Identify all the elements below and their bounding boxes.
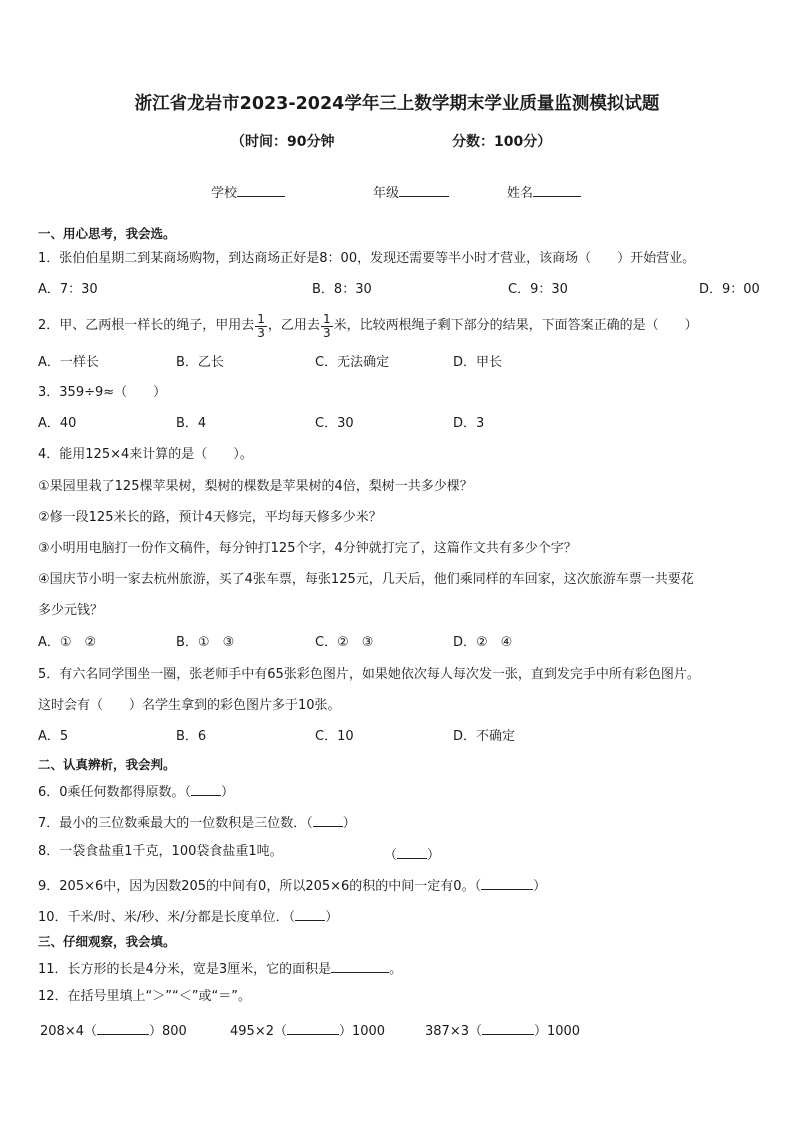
q4-option-c[interactable]: C．② ③ <box>315 635 374 650</box>
q4-statement-2: ②修一段125米长的路，预计4天修完，平均每天修多少米？ <box>38 510 382 525</box>
q10-text: 10．千米/时、米/秒、米/分都是长度单位．（ <box>38 910 296 925</box>
fraction-denominator: 3 <box>257 325 265 340</box>
q3-option-d[interactable]: D．3 <box>453 416 485 431</box>
q4-statement-4: ④国庆节小明一家去杭州旅游，买了4张车票，每张125元，几天后，他们乘同样的车回家，这次旅游车票一共要花 <box>38 572 694 587</box>
q12-item-1-blank[interactable] <box>97 1020 149 1035</box>
q12-item-3 <box>425 1020 580 1040</box>
q2-option-b[interactable]: B．乙长 <box>176 355 224 370</box>
q12-item-1 <box>40 1020 187 1040</box>
q5-option-a[interactable]: A．5 <box>38 729 69 744</box>
q2-text-part2: ，乙用去 <box>267 318 320 333</box>
period: 。 <box>389 962 403 977</box>
q10-answer-blank[interactable] <box>295 906 325 921</box>
q7-answer-blank[interactable] <box>313 812 343 827</box>
q4-statement-3: ③小明用电脑打一份作文稿件，每分钟打125个字，4分钟就打完了，这篇作文共有多少个字？ <box>38 541 577 556</box>
q4-statement-1: ①果园里栽了125棵苹果树，梨树的棵数是苹果树的4倍，梨树一共多少棵？ <box>38 479 473 494</box>
question-7 <box>38 812 356 832</box>
close-paren: ） <box>533 879 547 894</box>
section-1-heading: 一、用心思考，我会选。 <box>38 226 176 241</box>
q12-item-2 <box>230 1020 385 1040</box>
question-9 <box>38 875 546 895</box>
question-1: 1．张伯伯星期二到某商场购物，到达商场正好是8：00，发现还需要等半小时才营业，该商场（ ）开始营业。 <box>38 251 696 266</box>
q12-item-3-left: 387×3（ <box>425 1024 482 1039</box>
q9-answer-blank[interactable] <box>481 875 533 890</box>
section-2-heading: 二、认真辨析，我会判。 <box>38 757 176 772</box>
exam-score: 分数：100分） <box>452 134 552 150</box>
q12-item-3-right: ）1000 <box>533 1024 581 1039</box>
q1-option-d[interactable]: D．9：00 <box>699 282 760 297</box>
grade-label: 年级 <box>373 186 400 201</box>
q1-option-b[interactable]: B．8：30 <box>312 282 372 297</box>
question-10 <box>38 906 338 926</box>
q1-option-c[interactable]: C．9：30 <box>508 282 568 297</box>
question-11 <box>38 958 402 978</box>
name-field <box>507 182 581 201</box>
q4-option-d[interactable]: D．② ④ <box>453 635 513 650</box>
q12-item-3-blank[interactable] <box>482 1020 534 1035</box>
q6-answer-blank[interactable] <box>191 781 221 796</box>
section-3-heading: 三、仔细观察，我会填。 <box>38 934 176 949</box>
grade-field <box>373 182 449 201</box>
q3-option-a[interactable]: A．40 <box>38 416 77 431</box>
fraction-denominator: 3 <box>322 325 331 340</box>
fraction-one-third-meter <box>321 313 333 340</box>
q11-answer-blank[interactable] <box>331 958 389 973</box>
q7-text: 7．最小的三位数乘最大的一位数积是三位数．（ <box>38 816 313 831</box>
close-paren: ） <box>427 848 441 863</box>
q2-option-c[interactable]: C．无法确定 <box>315 355 390 370</box>
q2-text-part3: 米，比较两根绳子剩下部分的结果，下面答案正确的是（ ） <box>333 318 698 333</box>
q8-answer-blank[interactable] <box>397 844 427 859</box>
q5-option-d[interactable]: D．不确定 <box>453 729 516 744</box>
grade-blank[interactable] <box>399 182 449 197</box>
question-3: 3．359÷9≈（ ） <box>38 385 167 400</box>
close-paren: ） <box>221 785 235 800</box>
q4-statement-4-cont: 多少元钱？ <box>38 603 104 618</box>
q12-item-2-right: ）1000 <box>338 1024 386 1039</box>
q12-item-1-left: 208×4（ <box>40 1024 97 1039</box>
question-5-line1: 5．有六名同学围坐一圈，张老师手中有65张彩色图片，如果她依次每人每次发一张，直到发完手中所有彩色图片。 <box>38 667 700 682</box>
q5-option-c[interactable]: C．10 <box>315 729 354 744</box>
q6-text: 6．0乘任何数都得原数。（ <box>38 785 192 800</box>
name-blank[interactable] <box>533 182 581 197</box>
question-2 <box>38 308 698 344</box>
close-paren: ） <box>325 910 339 925</box>
question-6 <box>38 781 234 801</box>
exam-time: （时间：90分钟 <box>231 134 335 150</box>
q2-text-part1: 2．甲、乙两根一样长的绳子，甲用去 <box>38 318 255 333</box>
question-12: 12．在括号里填上“＞”“＜”或“＝”。 <box>38 989 251 1004</box>
question-4: 4．能用125×4来计算的是（ ）。 <box>38 447 253 462</box>
q12-item-1-right: ）800 <box>148 1024 187 1039</box>
q5-option-b[interactable]: B．6 <box>176 729 207 744</box>
q4-option-b[interactable]: B．① ③ <box>176 635 235 650</box>
q8-answer <box>384 844 440 864</box>
school-field <box>211 182 285 201</box>
q2-option-d[interactable]: D．甲长 <box>453 355 503 370</box>
school-blank[interactable] <box>237 182 285 197</box>
fraction-one-third <box>255 313 267 340</box>
q11-text: 11．长方形的长是4分米，宽是3厘米，它的面积是 <box>38 962 332 977</box>
question-8: 8．一袋食盐重1千克，100袋食盐重1吨。 <box>38 844 283 859</box>
q3-option-b[interactable]: B．4 <box>176 416 207 431</box>
q1-option-a[interactable]: A．7：30 <box>38 282 98 297</box>
question-5-line2: 这时会有（ ）名学生拿到的彩色图片多于10张。 <box>38 698 341 713</box>
q3-option-c[interactable]: C．30 <box>315 416 354 431</box>
page-title: 浙江省龙岩市2023-2024学年三上数学期末学业质量监测模拟试题 <box>134 94 660 114</box>
q4-option-a[interactable]: A．① ② <box>38 635 97 650</box>
q9-text: 9．205×6中，因为因数205的中间有0，所以205×6的积的中间一定有0。（ <box>38 879 482 894</box>
close-paren: ） <box>342 816 356 831</box>
q12-item-2-blank[interactable] <box>287 1020 339 1035</box>
fraction-numerator: 1 <box>322 311 331 326</box>
open-paren: （ <box>384 848 398 863</box>
q12-item-2-left: 495×2（ <box>230 1024 287 1039</box>
school-label: 学校 <box>211 186 238 201</box>
q2-option-a[interactable]: A．一样长 <box>38 355 99 370</box>
fraction-numerator: 1 <box>257 311 265 326</box>
name-label: 姓名 <box>507 186 534 201</box>
